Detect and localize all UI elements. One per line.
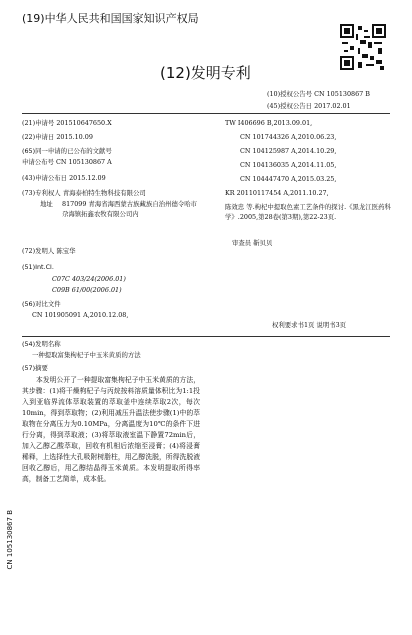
- reference-right-1: TW I406696 B,2013.09.01,: [225, 119, 313, 127]
- office-name: (19)中华人民共和国国家知识产权局: [22, 12, 199, 25]
- body-divider: [22, 336, 390, 337]
- address-label: 地址: [40, 200, 53, 208]
- prior-doc-title: (65)同一申请的已公布的文献号: [22, 147, 112, 155]
- patent-holder: (73)专利权人 青海泰柏特生物科技有限公司: [22, 189, 146, 197]
- abstract-text: 本发明公开了一种提取富集枸杞子中玉米黄质的方法，其步骤：(1)将干燥枸杞子与丙烷按料溶质量体积比为1:1投入到亚临界流体萃取装置的萃取釜中连续萃取2次，每次10min，得到萃取物；(2)利用减压升温法使步骤(1)中的萃取物在分离压力为0.10MPa，分离温度为10℃的条件下进行分离，得到萃取液；(3)将萃取液室温下静置72min后，加入乙醇乙酸萃取，回收有机相后浓缩至浸膏；(4)将浸膏稀释，上选择性大孔吸附树脂柱，用乙醇洗脱，所得洗脱液回收乙醇后，用乙醇结晶得玉米黄质。本发明提取所得率高，制备工艺简单，成本低。: [22, 376, 200, 483]
- qr-code: [340, 24, 386, 70]
- address: 817099 青海省海西蒙古族藏族自治州德令哈市尕海镇拓鑫农牧有限公司内: [62, 200, 198, 218]
- grant-pub-date: (45)授权公告日 2017.02.01: [267, 102, 351, 110]
- ipc-class-2: C09B 61/00(2006.01): [52, 286, 122, 294]
- publication-date: (43)申请公布日 2015.12.09: [22, 174, 106, 182]
- references-title: (56)对比文件: [22, 300, 61, 308]
- reference-right-3: CN 104125987 A,2014.10.29,: [240, 147, 337, 155]
- prior-doc-value: 申请公布号 CN 105130867 A: [22, 158, 112, 166]
- application-date: (22)申请日 2015.10.09: [22, 133, 93, 141]
- abstract-label: (57)摘要: [22, 364, 48, 372]
- invention-title: 一种提取富集枸杞子中玉米黄质的方法: [32, 351, 141, 359]
- header-divider: [22, 113, 390, 114]
- side-patent-number: CN 105130867 B: [6, 510, 14, 570]
- application-number: (21)申请号 201510647650.X: [22, 119, 112, 127]
- reference-1: CN 101905091 A,2010.12.08,: [32, 311, 129, 319]
- page-count: 权利要求书1页 说明书3页: [272, 321, 347, 329]
- reference-right-6: KR 20110117454 A,2011.10.27,: [225, 189, 329, 197]
- title-label: (54)发明名称: [22, 340, 61, 348]
- ipc-class-1: C07C 403/24(2006.01): [52, 275, 126, 283]
- examiner: 审查员 靳贝贝: [232, 239, 273, 247]
- grant-pub-number: (10)授权公告号 CN 105130867 B: [267, 90, 370, 98]
- document-type: (12)发明专利: [160, 64, 251, 82]
- reference-paper: 陈效忠 等.枸杞中提取色素工艺条件的探讨.《黑龙江医药科学》.2005,第28卷(第3期),第22-23页.: [225, 203, 391, 221]
- reference-right-2: CN 101744326 A,2010.06.23,: [240, 133, 337, 141]
- inventor: (72)发明人 陈宝华: [22, 247, 76, 255]
- reference-right-4: CN 104136035 A,2014.11.05,: [240, 161, 337, 169]
- ipc-title: (51)Int.Cl.: [22, 263, 54, 271]
- reference-right-5: CN 104447470 A,2015.03.25,: [240, 175, 337, 183]
